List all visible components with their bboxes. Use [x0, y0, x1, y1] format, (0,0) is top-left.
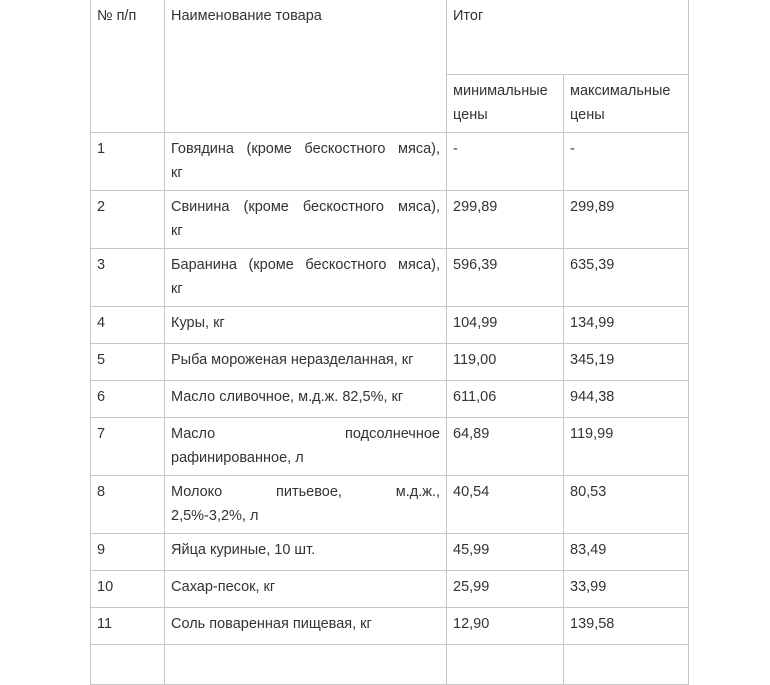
product-name-line: кг	[171, 281, 183, 297]
product-name-cell	[165, 534, 447, 571]
row-number-cell: 11	[91, 608, 165, 645]
row-number-cell: 4	[91, 307, 165, 344]
product-name-cell	[165, 608, 447, 645]
row-number-cell: 3	[91, 249, 165, 307]
product-name-cell	[165, 381, 447, 418]
table-row	[91, 418, 689, 476]
row-number-cell: 2	[91, 191, 165, 249]
max-price-cell: 635,39	[564, 249, 689, 307]
table-row	[91, 191, 689, 249]
product-name-line: Рыба мороженая неразделанная, кг	[171, 352, 414, 368]
row-number-cell: 1	[91, 133, 165, 191]
min-price-cell: 25,99	[447, 571, 564, 608]
min-price-cell: 12,90	[447, 608, 564, 645]
table-body	[91, 133, 689, 685]
row-number-cell: 5	[91, 344, 165, 381]
table-row	[91, 571, 689, 608]
product-name-cell	[165, 571, 447, 608]
row-number-cell	[91, 645, 165, 685]
product-name-line: Соль поваренная пищевая, кг	[171, 616, 372, 632]
product-name-line: Масло сливочное, м.д.ж. 82,5%, кг	[171, 389, 404, 405]
product-name-line: Говядина (кроме бескостного мяса),	[171, 141, 440, 157]
min-price-cell: 299,89	[447, 191, 564, 249]
min-price-cell: 40,54	[447, 476, 564, 534]
header-row-top	[91, 0, 689, 75]
price-table	[90, 0, 689, 685]
product-name-line: Яйца куриные, 10 шт.	[171, 542, 316, 558]
product-name-line: Сахар-песок, кг	[171, 579, 276, 595]
max-price-cell: 33,99	[564, 571, 689, 608]
table-row	[91, 133, 689, 191]
product-name-cell	[165, 307, 447, 344]
min-price-cell: 64,89	[447, 418, 564, 476]
min-price-cell: 104,99	[447, 307, 564, 344]
table-row	[91, 608, 689, 645]
max-price-cell: 80,53	[564, 476, 689, 534]
max-price-cell: 139,58	[564, 608, 689, 645]
header-number: № п/п	[91, 0, 165, 133]
table-row	[91, 344, 689, 381]
table-row	[91, 534, 689, 571]
row-number-cell: 6	[91, 381, 165, 418]
product-name-line: Масло подсолнечное	[171, 426, 440, 442]
max-price-cell	[564, 645, 689, 685]
row-number-cell: 7	[91, 418, 165, 476]
product-name-cell	[165, 249, 447, 307]
min-price-cell: 596,39	[447, 249, 564, 307]
product-name-line: Баранина (кроме бескостного мяса),	[171, 257, 440, 273]
header-total: Итог	[447, 0, 689, 75]
table-row	[91, 307, 689, 344]
min-price-cell: 119,00	[447, 344, 564, 381]
min-price-cell	[447, 645, 564, 685]
product-name-line: Свинина (кроме бескостного мяса),	[171, 199, 440, 215]
table-header	[91, 0, 689, 133]
price-table-wrap	[90, 0, 689, 685]
header-min-prices: минимальные цены	[447, 75, 564, 133]
product-name-cell	[165, 476, 447, 534]
product-name-cell	[165, 344, 447, 381]
product-name-cell	[165, 418, 447, 476]
product-name-line: 2,5%-3,2%, л	[171, 508, 259, 524]
product-name-line: кг	[171, 223, 183, 239]
table-row	[91, 381, 689, 418]
table-row	[91, 249, 689, 307]
header-max-prices: максимальные цены	[564, 75, 689, 133]
product-name-cell	[165, 645, 447, 685]
min-price-cell: 611,06	[447, 381, 564, 418]
product-name-cell	[165, 133, 447, 191]
max-price-cell: -	[564, 133, 689, 191]
product-name-line: Молоко питьевое, м.д.ж.,	[171, 484, 440, 500]
max-price-cell: 345,19	[564, 344, 689, 381]
max-price-cell: 134,99	[564, 307, 689, 344]
max-price-cell: 944,38	[564, 381, 689, 418]
max-price-cell: 83,49	[564, 534, 689, 571]
table-row-partial	[91, 645, 689, 685]
min-price-cell: -	[447, 133, 564, 191]
product-name-line: кг	[171, 165, 183, 181]
product-name-line: рафинированное, л	[171, 450, 304, 466]
row-number-cell: 8	[91, 476, 165, 534]
min-price-cell: 45,99	[447, 534, 564, 571]
row-number-cell: 10	[91, 571, 165, 608]
header-product-name: Наименование товара	[165, 0, 447, 133]
product-name-cell	[165, 191, 447, 249]
product-name-line: Куры, кг	[171, 315, 225, 331]
max-price-cell: 299,89	[564, 191, 689, 249]
table-row	[91, 476, 689, 534]
row-number-cell: 9	[91, 534, 165, 571]
max-price-cell: 119,99	[564, 418, 689, 476]
